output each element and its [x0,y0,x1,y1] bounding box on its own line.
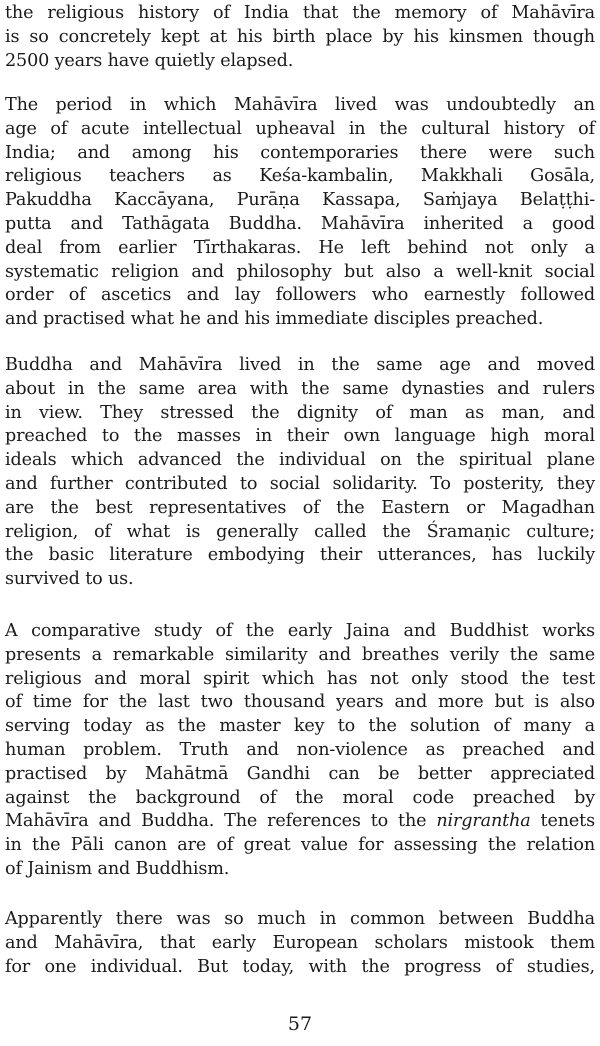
text-line: and Mahāvīra, that early European scholars mistook them [5,932,595,953]
text-segment: tenets [540,811,595,832]
paragraph-2 [5,94,595,332]
text-line: Buddha and Mahāvīra lived in the same age and moved [5,355,595,375]
text-segment: Mahāvīra and Buddha. The references to the [5,811,427,832]
text-line: of time for the last two thousand years and more but is also [5,692,595,713]
page-number: 57 [287,1013,313,1035]
text-line: and further contributed to social solidarity. To posterity, they [5,473,595,494]
text-line: deal from earlier Tīrthakaras. He left behind not only a [5,237,595,258]
text-line: survived to us. [5,569,134,590]
text-line: serving today as the master key to the solution of many a [5,716,595,737]
italic-term: nirgrantha [436,811,531,832]
text-line: and practised what he and his immediate disciples preached. [5,309,544,330]
text-line: A comparative study of the early Jaina and Buddhist works [5,621,595,641]
text-line: is so concretely kept at his birth place by his kinsmen though [5,26,595,47]
text-line: human problem. Truth and non-violence as preached and [5,739,595,760]
text-line-mixed [5,810,595,834]
text-line: practised by Mahātmā Gandhi can be better appreciated [5,763,595,784]
text-line: about in the same area with the same dynasties and rulers [5,378,595,399]
text-line: Pakuddha Kaccāyana, Purāṇa Kassapa, Saṁjaya Belaṭṭhi- [5,190,595,211]
paragraph-3 [5,354,595,592]
text-line: India; and among his contemporaries there were such [5,142,595,163]
paragraph-5 [5,908,595,979]
text-line: the basic literature embodying their utterances, has luckily [5,545,595,566]
text-line: religious teachers as Keśa-kambalin, Makkhali Gosāla, [5,166,595,187]
text-line: in view. They stressed the dignity of man as man, and [5,402,595,423]
text-line: for one individual. But today, with the progress of studies, [5,956,595,977]
text-line: of Jainism and Buddhism. [5,858,230,879]
text-line: ideals which advanced the individual on the spiritual plane [5,450,595,471]
text-line: in the Pāli canon are of great value for assessing the relation [5,835,595,856]
text-line: preached to the masses in their own language high moral [5,426,595,447]
text-line: putta and Tathāgata Buddha. Mahāvīra inherited a good [5,213,595,234]
paragraph-4 [5,620,595,882]
text-line: systematic religion and philosophy but also a well-knit social [5,261,595,282]
text-line: are the best representatives of the Eastern or Magadhan [5,497,595,518]
text-line: 2500 years have quietly elapsed. [5,50,294,71]
paragraph-1 [5,2,595,73]
text-line: The period in which Mahāvīra lived was undoubtedly an [5,95,595,115]
text-line: the religious history of India that the memory of Mahāvīra [5,3,595,23]
text-line: presents a remarkable similarity and breathes verily the same [5,644,595,665]
text-line: age of acute intellectual upheaval in the cultural history of [5,118,595,139]
text-line: Apparently there was so much in common between Buddha [5,909,595,929]
text-line: order of ascetics and lay followers who earnestly followed [5,285,595,306]
text-line: religious and moral spirit which has not only stood the test [5,668,595,689]
text-line: against the background of the moral code preached by [5,787,595,808]
text-line: religion, of what is generally called the Śramaṇic culture; [5,521,595,542]
